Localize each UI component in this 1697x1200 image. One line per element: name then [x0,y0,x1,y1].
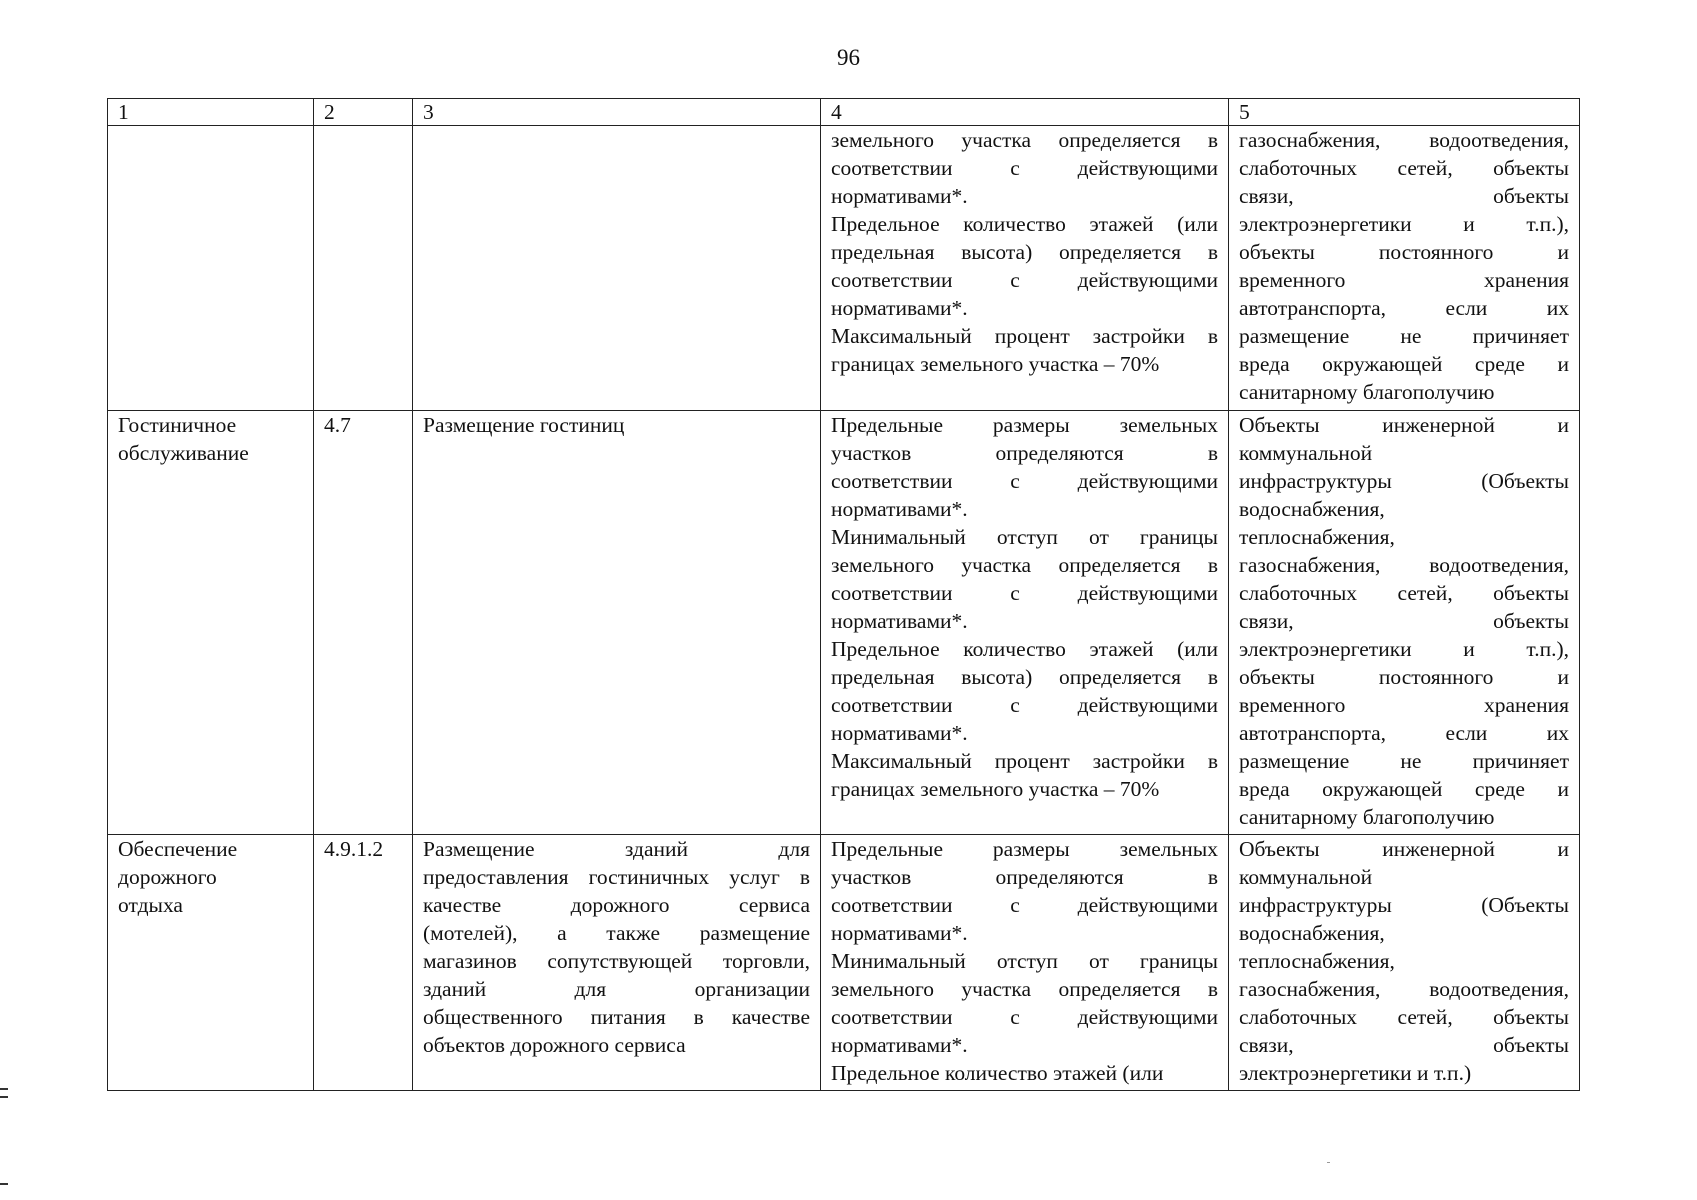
cell-text-line: предельная высота) определяется в [831,665,1218,689]
cell-text-line: Предельные размеры земельных [831,413,1218,437]
header-cell-5: 5 [1229,99,1580,126]
cell-text-line: теплоснабжения, [1239,949,1395,973]
cell-text-line: временного хранения [1239,693,1569,717]
cell-text-line: земельного участка определяется в [831,977,1218,1001]
use-description-cell [413,835,821,1091]
cell-text-line: вреда окружающей среде и [1239,352,1569,376]
use-description-cell [413,411,821,835]
cell-text-line: соответствии с действующими [831,581,1218,605]
cell-text-line: газоснабжения, водоотведения, [1239,977,1569,1001]
scan-margin-mark [0,1183,8,1185]
use-code-cell [314,126,413,411]
cell-text-line: санитарному благополучию [1239,805,1495,829]
cell-text-line: соответствии с действующими [831,893,1218,917]
cell-text-line: объекты постоянного и [1239,665,1569,689]
cell-text-line: электроэнергетики и т.п.), [1239,212,1569,236]
cell-text-line: газоснабжения, водоотведения, [1239,553,1569,577]
parameters-cell [821,835,1229,1091]
cell-text-line: Максимальный процент застройки в [831,324,1218,348]
cell-text-line: размещение не причиняет [1239,324,1569,348]
cell-text-line: теплоснабжения, [1239,525,1395,549]
parameters-cell [821,126,1229,411]
use-description-cell [413,126,821,411]
cell-text-line: временного хранения [1239,268,1569,292]
table-row [108,411,1580,835]
cell-text-line: Обеспечение [118,837,238,861]
cell-text-line: слаботочных сетей, объекты [1239,1005,1569,1029]
cell-text-line: отдыха [118,893,183,917]
cell-text-line: участков определяются в [831,441,1218,465]
cell-text-line: Размещение гостиниц [423,413,625,437]
cell-text-line: участков определяются в [831,865,1218,889]
land-use-table [107,98,1580,1091]
cell-text-line: нормативами*. [831,184,968,208]
cell-text-line: соответствии с действующими [831,693,1218,717]
cell-text-line: Минимальный отступ от границы [831,949,1218,973]
use-code-cell: 4.9.1.2 [314,835,413,1091]
cell-text-line: слаботочных сетей, объекты [1239,581,1569,605]
use-name-cell [108,411,314,835]
cell-text-line: предоставления гостиничных услуг в [423,865,810,889]
cell-text-line: электроэнергетики и т.п.), [1239,637,1569,661]
cell-text-line: границах земельного участка – 70% [831,352,1160,376]
cell-text-line: инфраструктуры (Объекты [1239,469,1569,493]
cell-text-line: нормативами*. [831,609,968,633]
header-cell-3: 3 [413,99,821,126]
cell-text-line: связи, объекты [1239,1033,1569,1057]
cell-text-line: Предельное количество этажей (или [831,212,1218,236]
cell-text-line: Предельное количество этажей (или [831,1061,1164,1085]
cell-text-line: коммунальной [1239,441,1373,465]
cell-text-line: земельного участка определяется в [831,553,1218,577]
cell-text-line: нормативами*. [831,296,968,320]
cell-text-line: вреда окружающей среде и [1239,777,1569,801]
cell-text-line: магазинов сопутствующей торговли, [423,949,810,973]
auxiliary-uses-cell [1229,126,1580,411]
cell-text-line: автотранспорта, если их [1239,721,1569,745]
cell-text-line: газоснабжения, водоотведения, [1239,128,1569,152]
cell-text-line: дорожного [118,865,217,889]
use-name-cell [108,835,314,1091]
cell-text-line: связи, объекты [1239,609,1569,633]
cell-text-line: коммунальной [1239,865,1373,889]
auxiliary-uses-cell [1229,835,1580,1091]
cell-text-line: Объекты инженерной и [1239,413,1569,437]
cell-text-line: санитарному благополучию [1239,380,1495,404]
cell-text-line: соответствии с действующими [831,268,1218,292]
scan-margin-mark [0,1088,8,1090]
cell-text-line: нормативами*. [831,497,968,521]
header-cell-2: 2 [314,99,413,126]
cell-text-line: водоснабжения, [1239,497,1385,521]
header-cell-1: 1 [108,99,314,126]
cell-text-line: объектов дорожного сервиса [423,1033,686,1057]
cell-text-line: соответствии с действующими [831,156,1218,180]
auxiliary-uses-cell [1229,411,1580,835]
cell-text-line: общественного питания в качестве [423,1005,810,1029]
cell-text-line: связи, объекты [1239,184,1569,208]
cell-text-line: соответствии с действующими [831,469,1218,493]
cell-text-line: водоснабжения, [1239,921,1385,945]
table-header-row [108,99,1580,126]
table-row [108,126,1580,411]
table-row [108,835,1580,1091]
cell-text-line: Предельное количество этажей (или [831,637,1218,661]
cell-text-line: Гостиничное [118,413,237,437]
cell-text-line: предельная высота) определяется в [831,240,1218,264]
cell-text-line: слаботочных сетей, объекты [1239,156,1569,180]
cell-text-line: электроэнергетики и т.п.) [1239,1061,1472,1085]
cell-text-line: обслуживание [118,441,249,465]
cell-text-line: Объекты инженерной и [1239,837,1569,861]
cell-text-line: (мотелей), а также размещение [423,921,810,945]
cell-text-line: соответствии с действующими [831,1005,1218,1029]
cell-text-line: качестве дорожного сервиса [423,893,810,917]
cell-text-line: зданий для организации [423,977,810,1001]
page-number: 96 [837,45,860,70]
cell-text-line: границах земельного участка – 70% [831,777,1160,801]
cell-text-line: автотранспорта, если их [1239,296,1569,320]
cell-text-line: Минимальный отступ от границы [831,525,1218,549]
cell-text-line: Максимальный процент застройки в [831,749,1218,773]
cell-text-line: нормативами*. [831,721,968,745]
scan-speck [1327,1162,1330,1163]
use-name-cell [108,126,314,411]
cell-text-line: объекты постоянного и [1239,240,1569,264]
use-code-cell: 4.7 [314,411,413,835]
cell-text-line: земельного участка определяется в [831,128,1218,152]
cell-text-line: размещение не причиняет [1239,749,1569,773]
header-cell-4: 4 [821,99,1229,126]
cell-text-line: нормативами*. [831,921,968,945]
cell-text-line: нормативами*. [831,1033,968,1057]
scan-margin-mark [0,1096,8,1098]
cell-text-line: инфраструктуры (Объекты [1239,893,1569,917]
cell-text-line: Предельные размеры земельных [831,837,1218,861]
cell-text-line: Размещение зданий для [423,837,810,861]
parameters-cell [821,411,1229,835]
